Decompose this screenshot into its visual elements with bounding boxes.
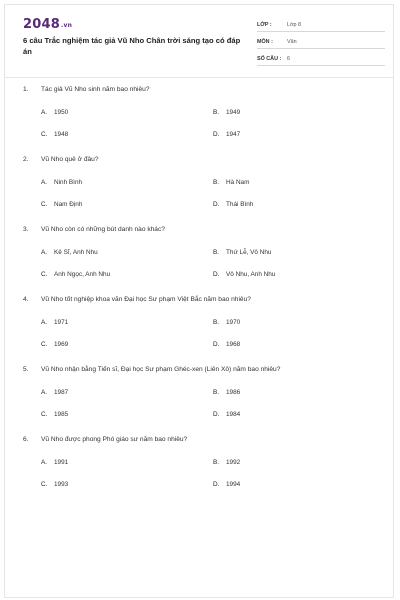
question-number: 6. (23, 436, 29, 443)
option-d[interactable] (213, 201, 253, 208)
question-text (23, 436, 383, 443)
option-letter: D. (213, 411, 220, 418)
question-1 (5, 83, 393, 153)
question-number: 2. (23, 156, 29, 163)
option-text: 1985 (54, 411, 69, 418)
option-letter: B. (213, 179, 220, 186)
meta-label: SỐ CÂU : (257, 56, 282, 62)
question-prompt: Vũ Nho nhận bằng Tiến sĩ, Đại học Sư phạm Ghéc-xen (Liên Xô) năm bao nhiêu? (41, 366, 281, 373)
question-4 (5, 293, 393, 363)
option-text: 1968 (226, 341, 241, 348)
option-a[interactable] (41, 389, 68, 396)
site-logo[interactable] (23, 17, 72, 32)
option-letter: D. (213, 271, 220, 278)
question-text (23, 366, 383, 373)
option-b[interactable] (213, 249, 272, 256)
option-letter: C. (41, 341, 48, 348)
worksheet-page (4, 4, 394, 598)
meta-value: Văn (287, 39, 297, 45)
option-text: Vô Nhu, Anh Nhu (226, 271, 276, 278)
option-letter: A. (41, 319, 48, 326)
option-text: Anh Ngọc, Anh Nhu (54, 271, 111, 278)
question-5 (5, 363, 393, 433)
option-text: Thái Bình (226, 201, 254, 208)
option-text: 1994 (226, 481, 241, 488)
option-d[interactable] (213, 341, 240, 348)
meta-row-grade (257, 15, 385, 32)
option-c[interactable] (41, 411, 68, 418)
worksheet-header (5, 5, 395, 77)
option-a[interactable] (41, 459, 68, 466)
option-a[interactable] (41, 319, 68, 326)
worksheet-meta (257, 15, 385, 66)
question-number: 4. (23, 296, 29, 303)
option-letter: C. (41, 131, 48, 138)
question-prompt: Vũ Nho còn có những bút danh nào khác? (41, 226, 165, 233)
option-b[interactable] (213, 319, 240, 326)
option-a[interactable] (41, 109, 68, 116)
question-prompt: Vũ Nho tốt nghiệp khoa văn Đại học Sư phạm Việt Bắc năm bao nhiêu? (41, 296, 251, 303)
option-letter: A. (41, 179, 48, 186)
option-b[interactable] (213, 459, 240, 466)
option-text: Hà Nam (226, 179, 250, 186)
question-prompt: Tác giả Vũ Nho sinh năm bao nhiêu? (41, 86, 150, 93)
option-letter: D. (213, 481, 220, 488)
option-c[interactable] (41, 131, 68, 138)
worksheet-title: 6 câu Trắc nghiệm tác giả Vũ Nho Chân trời sáng tạo có đáp án (23, 36, 241, 56)
option-letter: C. (41, 411, 48, 418)
option-c[interactable] (41, 271, 110, 278)
option-letter: C. (41, 201, 48, 208)
option-text: 1970 (226, 319, 241, 326)
option-text: Thứ Lễ, Vô Nhu (226, 249, 272, 256)
question-6 (5, 433, 393, 503)
meta-row-question-count (257, 49, 385, 66)
option-letter: A. (41, 249, 48, 256)
question-text (23, 156, 383, 163)
option-letter: A. (41, 389, 48, 396)
option-letter: C. (41, 271, 48, 278)
logo-suffix: .vn (60, 22, 73, 29)
option-b[interactable] (213, 179, 249, 186)
option-letter: B. (213, 389, 220, 396)
option-a[interactable] (41, 249, 98, 256)
option-letter: B. (213, 249, 220, 256)
option-text: Nam Định (54, 201, 83, 208)
option-letter: A. (41, 459, 48, 466)
option-text: 1992 (226, 459, 241, 466)
option-text: 1948 (54, 131, 69, 138)
option-letter: A. (41, 109, 48, 116)
option-letter: C. (41, 481, 48, 488)
option-text: 1993 (54, 481, 69, 488)
option-b[interactable] (213, 109, 240, 116)
option-letter: B. (213, 319, 220, 326)
question-2 (5, 153, 393, 223)
option-c[interactable] (41, 341, 68, 348)
question-number: 3. (23, 226, 29, 233)
question-list (5, 83, 393, 503)
option-text: 1984 (226, 411, 241, 418)
question-text (23, 86, 383, 93)
question-3 (5, 223, 393, 293)
option-text: 1971 (54, 319, 69, 326)
meta-value: 6 (287, 56, 290, 62)
option-b[interactable] (213, 389, 240, 396)
question-number: 5. (23, 366, 29, 373)
option-text: 1950 (54, 109, 69, 116)
option-c[interactable] (41, 201, 82, 208)
option-d[interactable] (213, 411, 240, 418)
meta-row-subject (257, 32, 385, 49)
option-d[interactable] (213, 481, 240, 488)
option-d[interactable] (213, 271, 275, 278)
option-text: Kẻ Sĩ, Anh Nhu (54, 249, 98, 256)
question-prompt: Vũ Nho được phong Phó giáo sư năm bao nhiêu? (41, 436, 188, 443)
option-letter: D. (213, 201, 220, 208)
option-text: 1991 (54, 459, 69, 466)
option-d[interactable] (213, 131, 240, 138)
option-letter: D. (213, 341, 220, 348)
question-prompt: Vũ Nho quê ở đâu? (41, 156, 99, 163)
question-text (23, 296, 383, 303)
question-number: 1. (23, 86, 29, 93)
meta-value: Lớp 8 (287, 22, 302, 28)
option-text: Ninh Bình (54, 179, 83, 186)
meta-label: MÔN : (257, 39, 273, 45)
meta-label: LỚP : (257, 22, 272, 28)
option-text: 1987 (54, 389, 69, 396)
logo-text: 2048 (23, 17, 60, 32)
option-letter: D. (213, 131, 220, 138)
option-c[interactable] (41, 481, 68, 488)
question-text (23, 226, 383, 233)
option-text: 1947 (226, 131, 241, 138)
option-letter: B. (213, 109, 220, 116)
option-letter: B. (213, 459, 220, 466)
header-divider (5, 77, 393, 78)
option-text: 1949 (226, 109, 241, 116)
option-text: 1986 (226, 389, 241, 396)
option-text: 1969 (54, 341, 69, 348)
option-a[interactable] (41, 179, 82, 186)
